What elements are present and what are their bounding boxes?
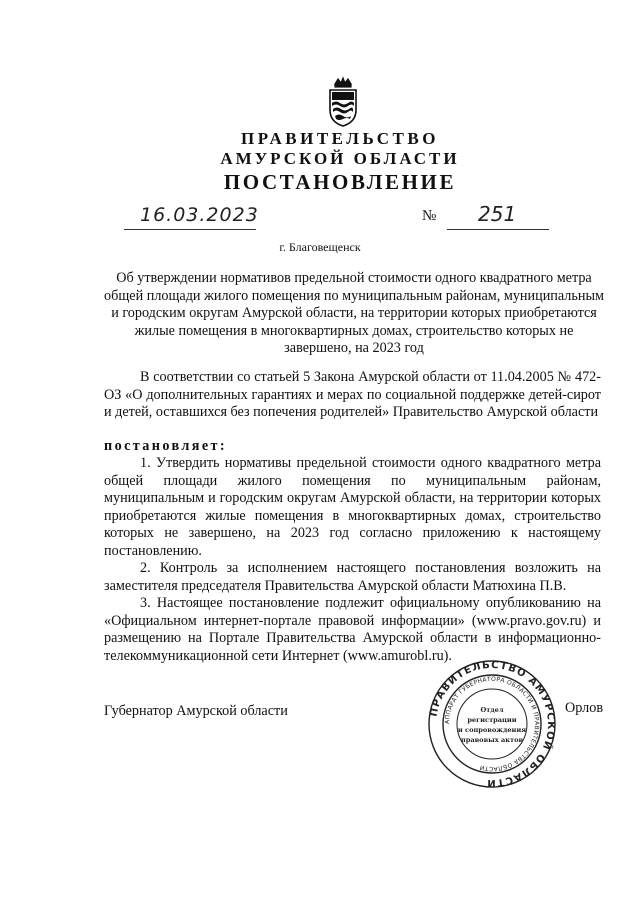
number-underline — [447, 229, 549, 230]
date-underline — [124, 229, 256, 230]
stamp-center-line-1: Отдел — [480, 706, 504, 714]
signatory-name: Орлов — [565, 700, 604, 716]
clause-1: 1. Утвердить нормативы предельной стоимости одного квадратного метра общей площади жилого помещения по муниципальным районам, муниципальным и городским округам Амурской области, на территории которых приобретаются жилые помещения в многоквартирных домах, строительство которых не завершено, на 2023 год согласно приложению к настоящему постановлению. — [104, 455, 601, 559]
resolves-keyword: постановляет: — [104, 438, 228, 454]
coat-of-arms-icon — [326, 76, 360, 128]
number-sign: № — [422, 208, 437, 224]
stamp-center-line-3: и сопровождения — [457, 726, 527, 734]
issue-city: г. Благовещенск — [279, 240, 361, 254]
document-number: 251 — [478, 202, 517, 226]
stamp-outer-text: ПРАВИТЕЛЬСТВО АМУРСКОЙ ОБЛАСТИ — [428, 659, 557, 789]
signatory-title: Губернатор Амурской области — [104, 703, 288, 719]
document-subject: Об утверждении нормативов предельной стоимости одного квадратного метра общей площади жилого помещения по муниципальным районам, муниципальным и городским округам Амурской области, на территории которых приобретаются жилые помещения в многоквартирных домах, строительство которых не завершено, на 2023 год — [104, 270, 604, 356]
official-stamp — [426, 658, 558, 790]
stamp-middle-text: АППАРАТ ГУБЕРНАТОРА ОБЛАСТИ И ПРАВИТЕЛЬСТВА ОБЛАСТИ — [443, 675, 541, 773]
stamp-center-line-2: регистрации — [467, 716, 517, 724]
svg-text:АППАРАТ ГУБЕРНАТОРА ОБЛАСТИ И — [444, 676, 540, 772]
clause-3: 3. Настоящее постановление подлежит официальному опубликованию на «Официальном интернет-портале правовой информации» (www.pravo.gov.ru) и размещению на Портале Правительства Амурской области в информационно-телекоммуникационной сети Интернет (www.amurobl.ru). — [104, 595, 601, 664]
government-title-line-2: АМУРСКОЙ ОБЛАСТИ — [220, 149, 460, 168]
document-date: 16.03.2023 — [140, 204, 259, 226]
clause-2: 2. Контроль за исполнением настоящего постановления возложить на заместителя председателя Правительства Амурской области Матюхина П.В. — [104, 560, 601, 594]
date-number-row — [0, 200, 640, 234]
document-type-title: ПОСТАНОВЛЕНИЕ — [223, 170, 457, 194]
government-title-line-1: ПРАВИТЕЛЬСТВО — [241, 129, 439, 148]
intro-paragraph: В соответствии со статьей 5 Закона Амурской области от 11.04.2005 № 472-ОЗ «О дополнительных гарантиях и мерах по социальной поддержке детей-сирот и детей, оставшихся без попечения родителей» Правительство Амурской области — [104, 369, 601, 420]
stamp-center-line-4: правовых актов — [460, 736, 524, 744]
